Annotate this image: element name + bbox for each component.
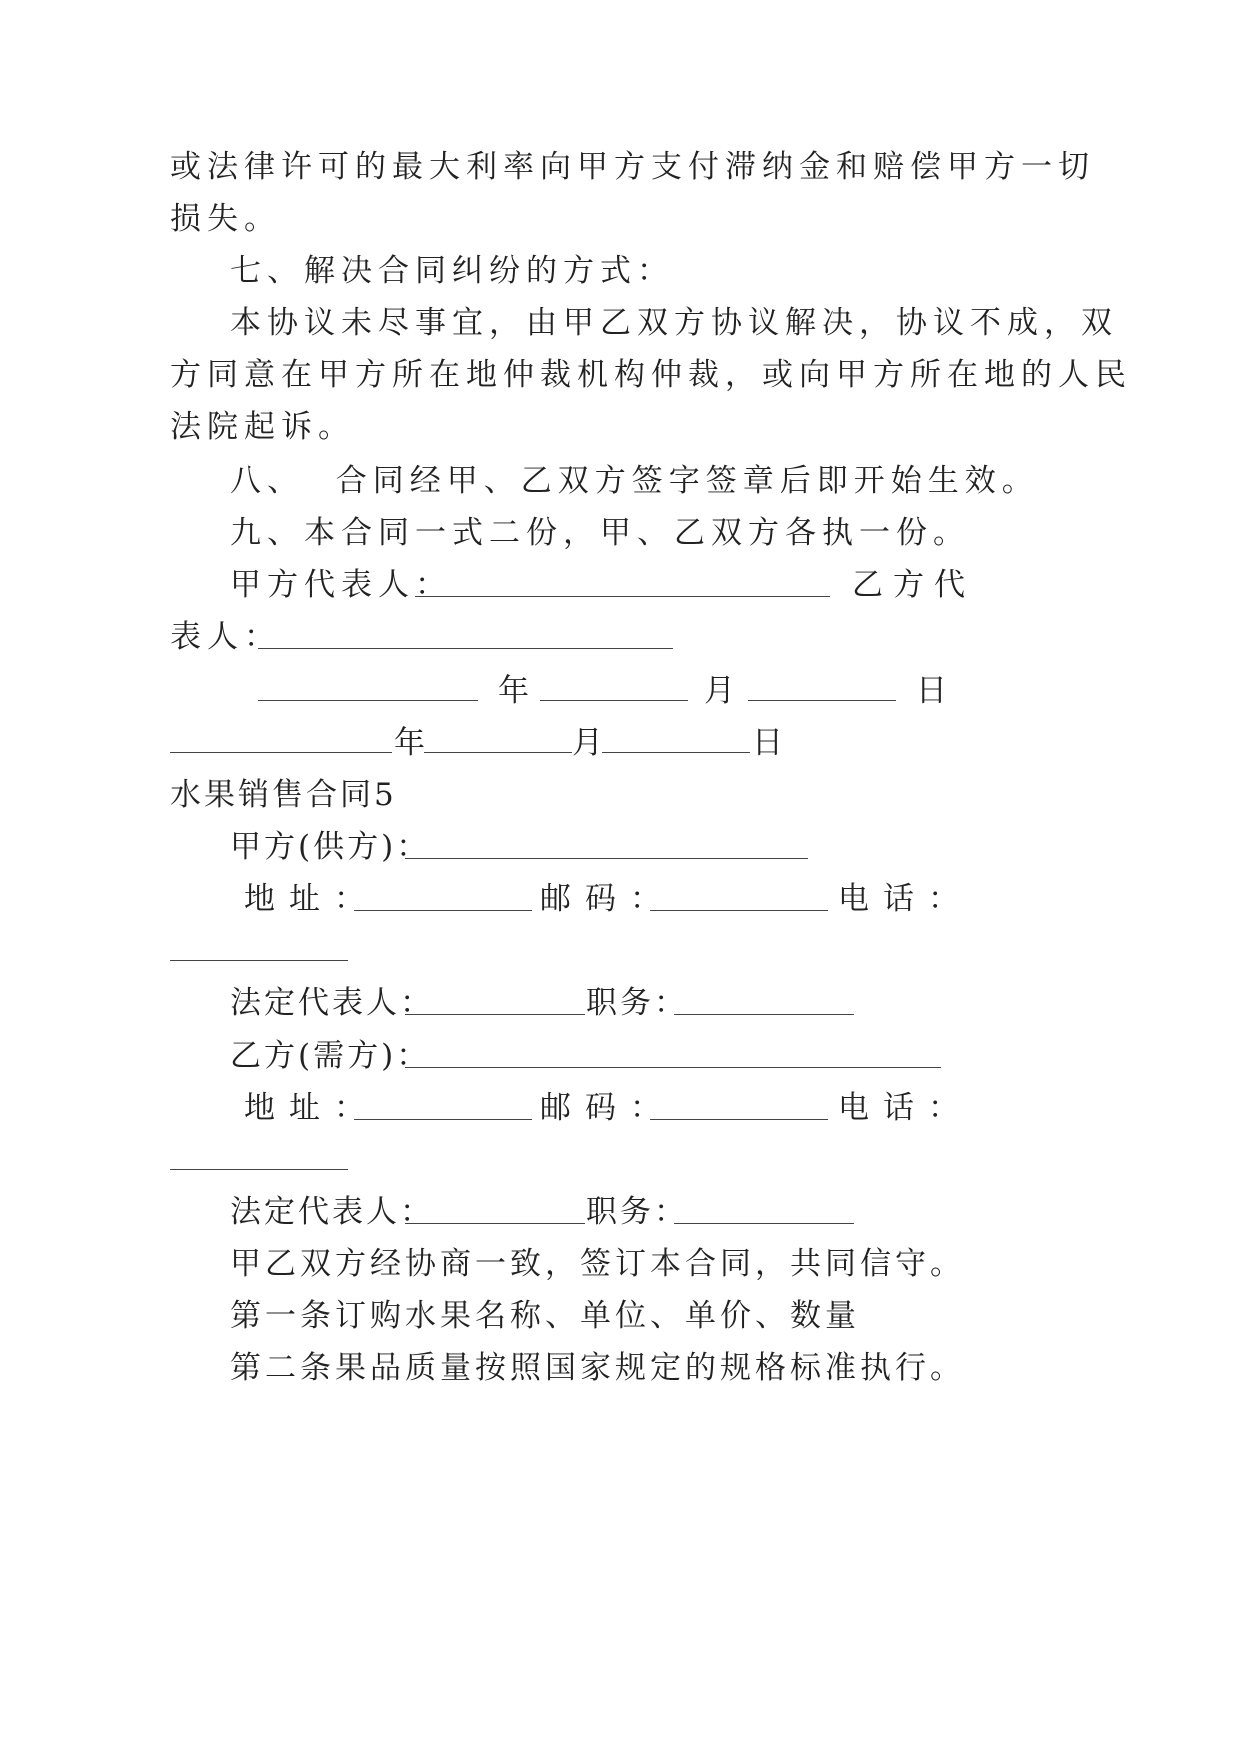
year-label: 年 xyxy=(498,673,535,709)
paragraph-line: 或法律许可的最大利率向甲方支付滞纳金和赔偿甲方一切 xyxy=(170,149,1095,185)
phone-label: 电话： xyxy=(838,1090,973,1126)
position-label: 职务： xyxy=(586,985,688,1021)
postcode-blank xyxy=(650,910,828,911)
postcode-blank xyxy=(650,1119,828,1120)
paragraph-line: 损失。 xyxy=(170,201,281,237)
section-heading: 八、 合同经甲、乙双方签字签章后即开始生效。 xyxy=(230,463,1039,499)
party-a-label: 甲方(供方)： xyxy=(230,829,431,865)
phone-label: 电话： xyxy=(838,881,973,917)
party-a-rep-label: 甲方代表人： xyxy=(230,567,452,603)
day-label: 日 xyxy=(916,673,953,709)
party-b-rep-label: 乙方代 xyxy=(852,567,975,603)
month-blank xyxy=(540,700,688,701)
month-blank xyxy=(424,752,572,753)
postcode-label: 邮码： xyxy=(540,881,675,917)
address-blank xyxy=(354,910,532,911)
party-b-rep-blank xyxy=(258,648,673,649)
party-b-blank xyxy=(405,1067,941,1068)
article-1: 第一条订购水果名称、单位、单价、数量 xyxy=(230,1298,860,1334)
agreement-text: 甲乙双方经协商一致，签订本合同，共同信守。 xyxy=(230,1246,965,1282)
position-blank xyxy=(674,1014,854,1015)
position-blank xyxy=(674,1223,854,1224)
day-blank xyxy=(602,752,750,753)
contract-title: 水果销售合同5 xyxy=(170,777,397,813)
year-label: 年 xyxy=(394,725,431,761)
party-a-blank xyxy=(405,858,808,859)
paragraph-line: 本协议未尽事宜，由甲乙双方协议解决，协议不成，双 xyxy=(230,305,1118,341)
phone-blank xyxy=(170,960,348,961)
postcode-label: 邮码： xyxy=(540,1090,675,1126)
address-label: 地址： xyxy=(244,881,379,917)
article-2: 第二条果品质量按照国家规定的规格标准执行。 xyxy=(230,1350,965,1386)
address-blank xyxy=(354,1119,532,1120)
paragraph-line: 法院起诉。 xyxy=(170,409,355,445)
day-label: 日 xyxy=(752,725,789,761)
address-label: 地址： xyxy=(244,1090,379,1126)
legal-rep-label: 法定代表人： xyxy=(230,1194,434,1230)
section-heading: 七、解决合同纠纷的方式： xyxy=(230,253,674,289)
legal-rep-label: 法定代表人： xyxy=(230,985,434,1021)
day-blank xyxy=(748,700,896,701)
month-label: 月 xyxy=(572,725,609,761)
party-b-label: 乙方(需方)： xyxy=(230,1038,431,1074)
party-a-rep-blank xyxy=(415,596,830,597)
paragraph-line: 方同意在甲方所在地仲裁机构仲裁，或向甲方所在地的人民 xyxy=(170,357,1132,393)
year-blank xyxy=(258,700,478,701)
position-label: 职务： xyxy=(586,1194,688,1230)
party-b-rep-label: 表人： xyxy=(170,619,281,655)
legal-rep-blank xyxy=(405,1223,585,1224)
phone-blank xyxy=(170,1169,348,1170)
year-blank xyxy=(170,752,392,753)
legal-rep-blank xyxy=(405,1014,585,1015)
section-heading: 九、本合同一式二份，甲、乙双方各执一份。 xyxy=(230,515,970,551)
month-label: 月 xyxy=(704,673,741,709)
